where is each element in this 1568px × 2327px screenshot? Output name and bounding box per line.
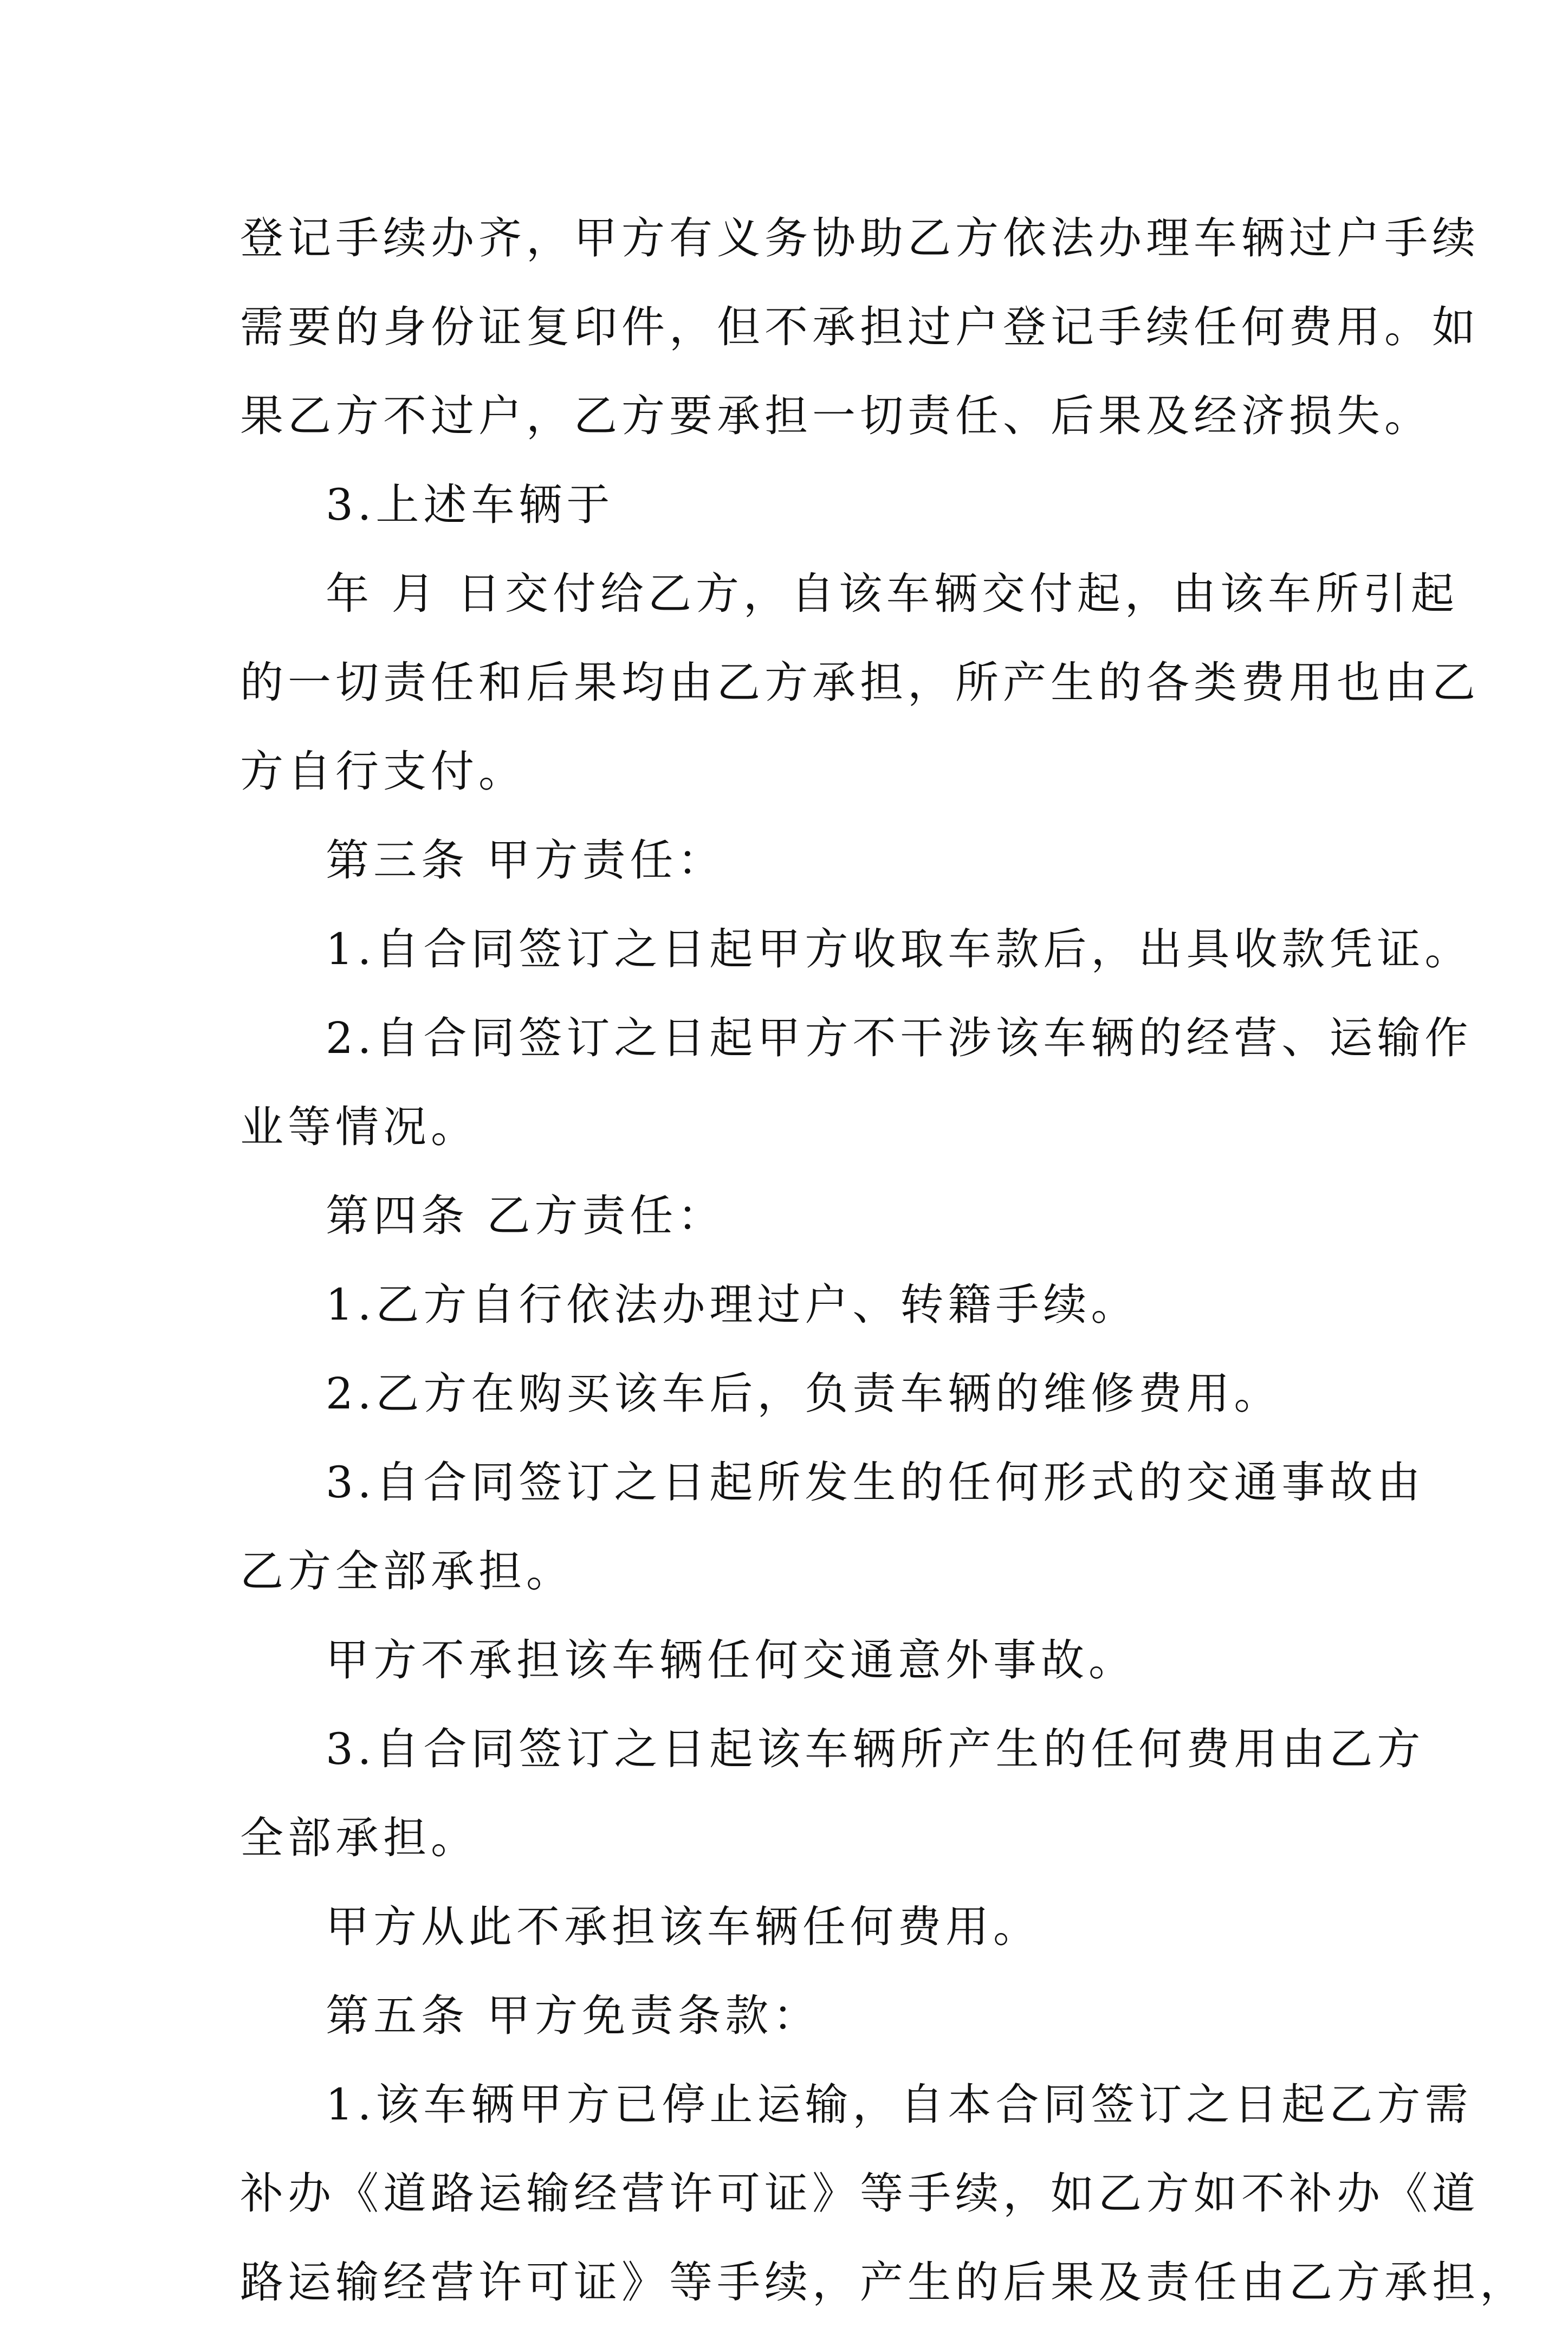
text-line: 方自行支付。 <box>240 746 526 797</box>
text-line: 的一切责任和后果均由乙方承担，所产生的各类费用也由乙 <box>240 657 1480 708</box>
text-line: 乙方全部承担。 <box>240 1546 574 1596</box>
text-line: 业等情况。 <box>240 1102 478 1152</box>
text-line: 登记手续办齐，甲方有义务协助乙方依法办理车辆过户手续 <box>240 213 1480 263</box>
text-line: 1.乙方自行依法办理过户、转籍手续。 <box>326 1279 1139 1330</box>
text-line: 年 月 日交付给乙方，自该车辆交付起，由该车所引起 <box>326 568 1459 619</box>
section-heading: 第三条 甲方责任： <box>326 835 725 885</box>
text-line: 路运输经营许可证》等手续，产生的后果及责任由乙方承担， <box>240 2257 1527 2307</box>
text-line: 需要的身份证复印件，但不承担过户登记手续任何费用。如 <box>240 302 1480 352</box>
section-heading: 第五条 甲方免责条款： <box>326 1990 821 2041</box>
text-line: 甲方不承担该车辆任何交通意外事故。 <box>326 1635 1136 1685</box>
text-line: 果乙方不过户，乙方要承担一切责任、后果及经济损失。 <box>240 391 1432 441</box>
text-line: 2.乙方在购买该车后，负责车辆的维修费用。 <box>326 1368 1282 1419</box>
text-line: 补办《道路运输经营许可证》等手续，如乙方如不补办《道 <box>240 2168 1480 2219</box>
section-heading: 第四条 乙方责任： <box>326 1191 725 1241</box>
contract-text <box>240 194 1527 2327</box>
text-line: 3.自合同签订之日起该车辆所产生的任何费用由乙方 <box>326 1724 1425 1774</box>
text-line: 2.自合同签订之日起甲方不干涉该车辆的经营、运输作 <box>326 1013 1473 1063</box>
text-line: 全部承担。 <box>240 1813 478 1863</box>
text-line: 3.自合同签订之日起所发生的任何形式的交通事故由 <box>326 1457 1425 1508</box>
text-line: 3.上述车辆于 <box>326 480 614 530</box>
text-line: 1.自合同签订之日起甲方收取车款后，出具收款凭证。 <box>326 924 1473 974</box>
text-line: 甲方从此不承担该车辆任何费用。 <box>326 1902 1041 1952</box>
text-line: 1.该车辆甲方已停止运输，自本合同签订之日起乙方需 <box>326 2079 1473 2130</box>
